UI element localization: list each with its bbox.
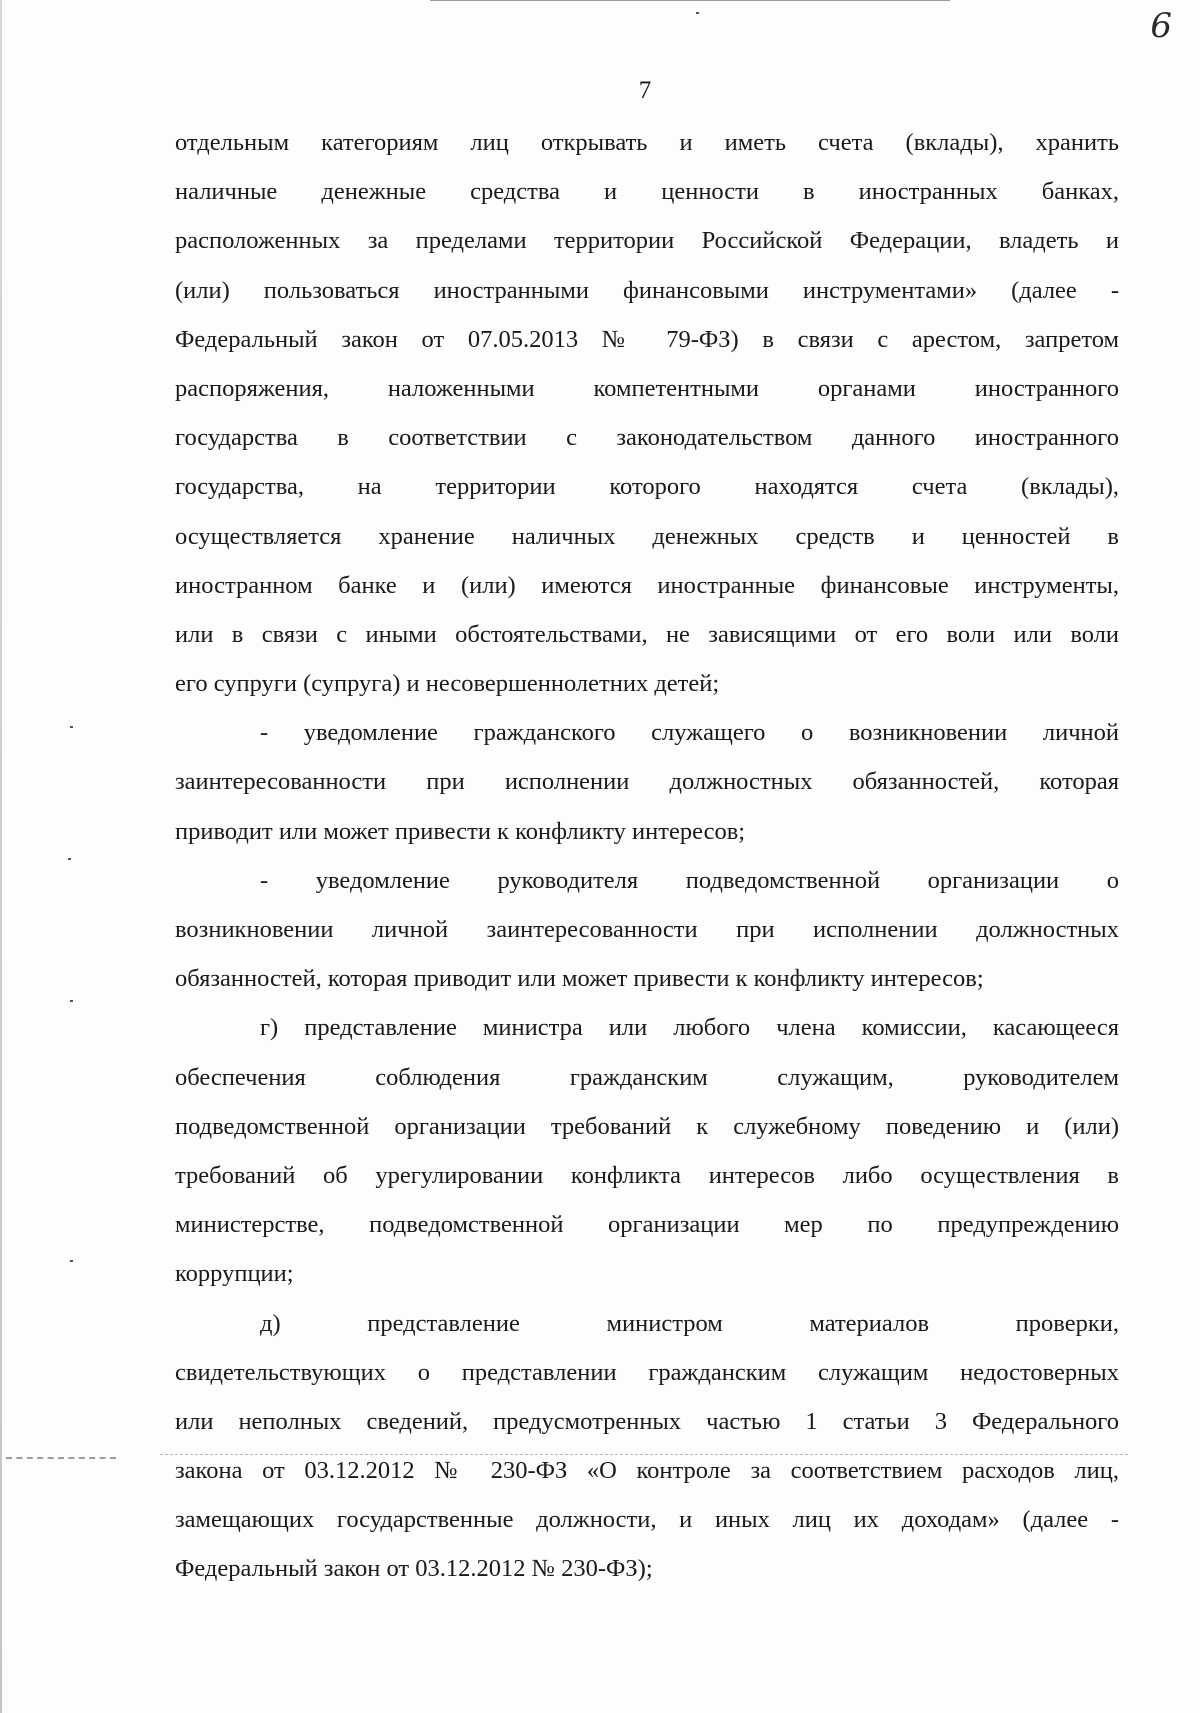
text-line: государства в соответствии с законодательством данного иностранного: [175, 424, 1119, 452]
text-line: распоряжения, наложенными компетентными органами иностранного: [175, 374, 1119, 402]
text-line: или в связи с иными обстоятельствами, не зависящими от его воли или воли: [175, 620, 1119, 648]
text-line: государства, на территории которого находятся счета (вклады),: [175, 473, 1119, 501]
text-line: - уведомление гражданского служащего о возникновении личной: [260, 719, 1119, 747]
scan-speck: [68, 858, 71, 860]
text-line: подведомственной организации требований к служебному поведению и (или): [175, 1112, 1119, 1140]
text-line: возникновении личной заинтересованности при исполнении должностных: [175, 916, 1119, 943]
text-line: осуществляется хранение наличных денежных средств и ценностей в: [175, 522, 1119, 550]
scan-speck: [70, 726, 73, 728]
text-line: обеспечения соблюдения гражданским служащим, руководителем: [175, 1063, 1119, 1091]
scan-speck: [70, 1000, 73, 1002]
text-line: требований об урегулировании конфликта интересов либо осуществления в: [175, 1161, 1119, 1189]
scan-top-rule: [430, 0, 950, 1]
scan-speck: [70, 1260, 73, 1262]
scan-fold-line: [160, 1454, 1128, 1455]
text-line: заинтересованности при исполнении должностных обязанностей, которая: [175, 768, 1119, 796]
text-line: министерстве, подведомственной организации мер по предупреждению: [175, 1211, 1119, 1239]
text-line: расположенных за пределами территории Российской Федерации, владеть и: [175, 227, 1119, 255]
paragraph-item-d: [175, 1299, 1119, 1594]
text-line: (или) пользоваться иностранными финансовыми инструментами» (далее -: [175, 276, 1119, 304]
scan-speck: [696, 12, 699, 14]
text-line: приводит или может привести к конфликту интересов;: [175, 817, 746, 845]
scan-left-edge: [0, 0, 2, 1713]
text-line: замещающих государственные должности, и иных лиц их доходам» (далее -: [175, 1506, 1119, 1534]
paragraph-item-g: [175, 1003, 1119, 1298]
handwritten-sheet-number: 6: [1150, 6, 1172, 46]
text-line: свидетельствующих о представлении гражданским служащим недостоверных: [175, 1358, 1119, 1386]
text-line: д) представление министром материалов проверки,: [260, 1309, 1119, 1337]
text-line: г) представление министра или любого члена комиссии, касающееся: [260, 1014, 1119, 1042]
text-line: наличные денежные средства и ценности в иностранных банках,: [175, 178, 1119, 206]
text-line: его супруги (супруга) и несовершеннолетних детей;: [175, 670, 720, 698]
text-line: Федеральный закон от 07.05.2013 № 79-ФЗ) в связи с арестом, запретом: [175, 325, 1119, 353]
paragraph-servant-notification: [175, 708, 1119, 856]
text-line: коррупции;: [175, 1260, 294, 1288]
paragraph-continuation: [175, 118, 1119, 708]
text-line: отдельным категориям лиц открывать и иметь счета (вклады), хранить: [175, 129, 1119, 156]
text-line: обязанностей, которая приводит или может привести к конфликту интересов;: [175, 965, 984, 993]
text-line: - уведомление руководителя подведомственной организации о: [260, 866, 1119, 894]
text-line: Федеральный закон от 03.12.2012 № 230-ФЗ);: [175, 1555, 653, 1583]
scan-margin-dash: [6, 1457, 116, 1459]
text-line: или неполных сведений, предусмотренных частью 1 статьи 3 Федерального: [175, 1407, 1119, 1435]
text-line: иностранном банке и (или) имеются иностранные финансовые инструменты,: [175, 571, 1119, 599]
page-number: 7: [638, 77, 652, 104]
document-body: [175, 118, 1119, 1594]
text-line: закона от 03.12.2012 № 230-ФЗ «О контроле за соответствием расходов лиц,: [175, 1457, 1119, 1485]
paragraph-head-notification: [175, 856, 1119, 1004]
